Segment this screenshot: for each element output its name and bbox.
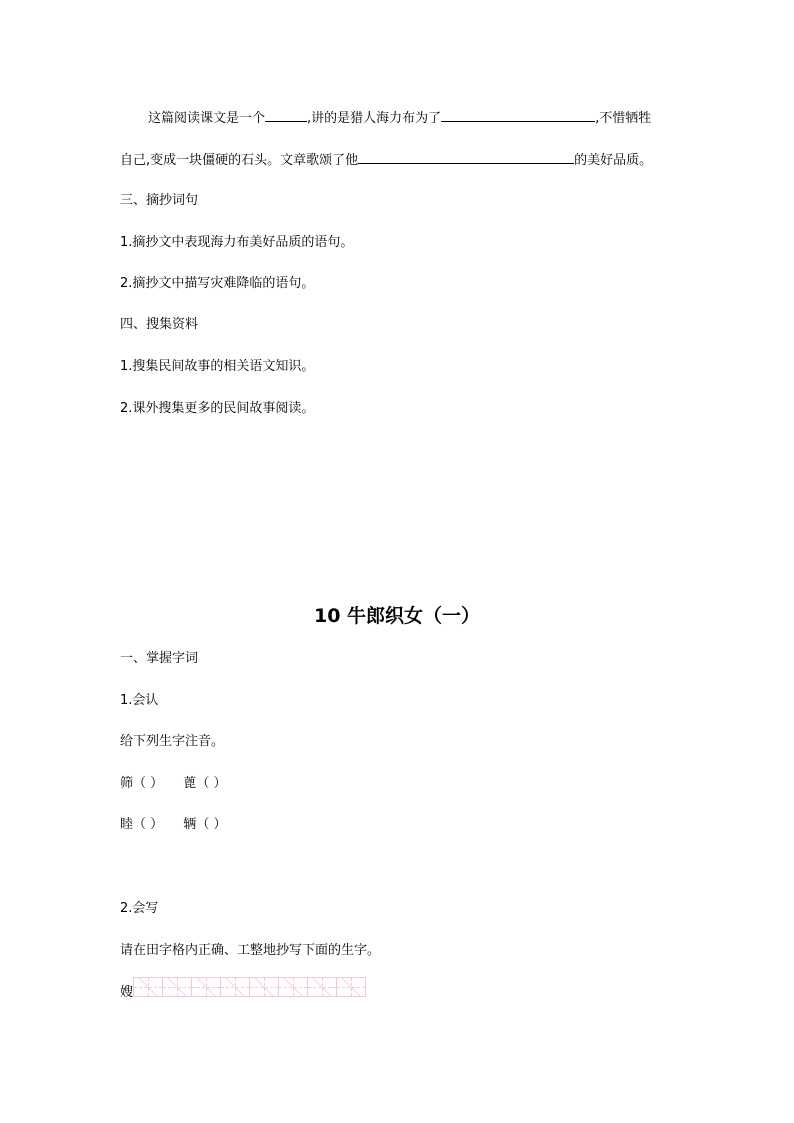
list-item: 2.课外搜集更多的民间故事阅读。 (120, 401, 315, 416)
tianzige-cell[interactable] (220, 977, 250, 997)
list-item: 1.摘抄文中表现海力布美好品质的语句。 (120, 235, 354, 250)
pinyin-item (183, 775, 226, 793)
pinyin-answer-field[interactable]: （ ） (133, 817, 164, 832)
subsection-heading: 2.会写 (120, 901, 159, 916)
list-item: 2.摘抄文中描写灾难降临的语句。 (120, 276, 315, 291)
character: 辆 (183, 817, 197, 832)
blank-field[interactable] (265, 109, 307, 122)
paragraph-text: ,不惜牺牲 (595, 111, 652, 126)
pinyin-item (120, 816, 163, 834)
fill-in-paragraph-line-2 (120, 151, 652, 170)
paragraph-text: ,讲的是猎人海力布为了 (307, 111, 442, 126)
character: 筛 (120, 776, 134, 791)
tianzige-cell[interactable] (162, 977, 192, 997)
subsection-heading: 1.会认 (120, 693, 159, 708)
character: 蓖 (183, 776, 197, 791)
tianzige-grid[interactable] (133, 977, 365, 997)
blank-field[interactable] (441, 109, 595, 122)
instruction-text: 给下列生字注音。 (120, 734, 225, 749)
blank-field[interactable] (358, 151, 574, 164)
instruction-text: 请在田字格内正确、工整地抄写下面的生字。 (120, 943, 381, 958)
tianzige-cell[interactable] (133, 977, 163, 997)
tianzige-cell[interactable] (278, 977, 308, 997)
pinyin-answer-field[interactable]: （ ） (196, 776, 227, 791)
section-heading: 一、掌握字词 (120, 651, 199, 666)
section-heading: 四、搜集资料 (120, 317, 199, 332)
character: 睦 (120, 817, 134, 832)
paragraph-text: 的美好品质。 (574, 153, 653, 168)
lesson-title: 10 牛郎织女（一） (313, 605, 481, 627)
fill-in-paragraph-line-1 (148, 109, 651, 128)
write-character: 嫂 (120, 985, 134, 1000)
paragraph-text: 自己,变成一块僵硬的石头。文章歌颂了他 (120, 153, 359, 168)
pinyin-item (183, 816, 226, 834)
paragraph-text: 这篇阅读课文是一个 (148, 111, 266, 126)
section-heading: 三、摘抄词句 (120, 193, 199, 208)
pinyin-row-2 (120, 816, 226, 834)
tianzige-cell[interactable] (191, 977, 221, 997)
pinyin-answer-field[interactable]: （ ） (133, 776, 164, 791)
pinyin-item (120, 775, 163, 793)
tianzige-cell[interactable] (307, 977, 337, 997)
pinyin-row-1 (120, 775, 226, 793)
list-item: 1.搜集民间故事的相关语文知识。 (120, 359, 315, 374)
tianzige-cell[interactable] (249, 977, 279, 997)
pinyin-answer-field[interactable]: （ ） (196, 817, 227, 832)
tianzige-cell[interactable] (336, 977, 366, 997)
